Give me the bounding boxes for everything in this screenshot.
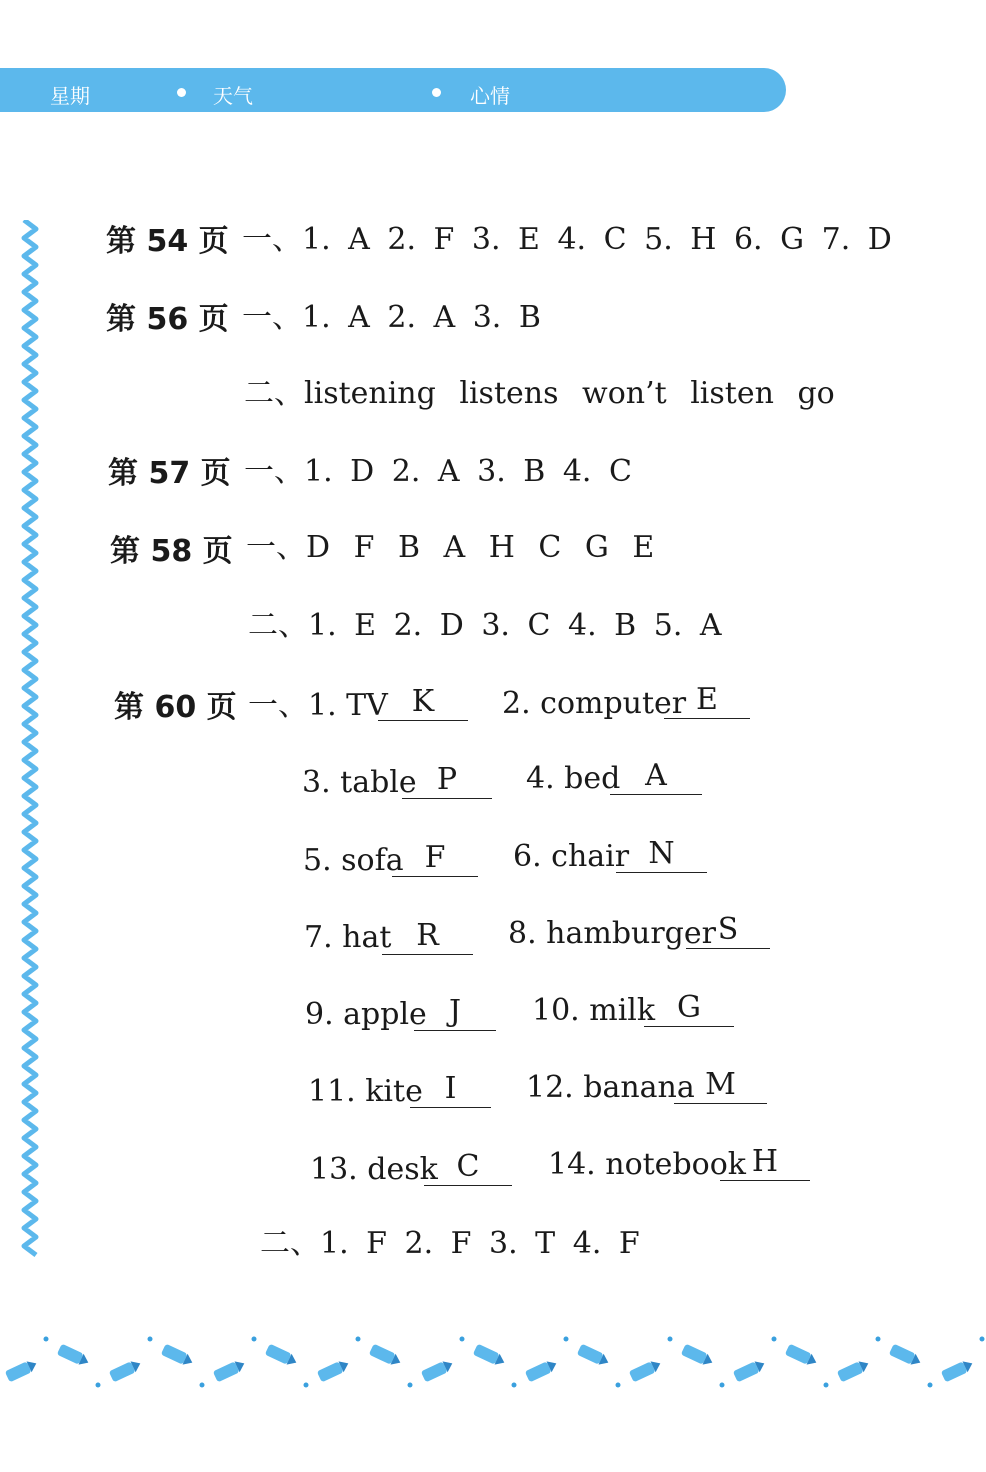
matching-item: 7. hat [304, 920, 392, 955]
matching-item: 3. table [302, 765, 417, 800]
page-54-answers: 一、1. A 2. F 3. E 4. C 5. H 6. G 7. D [242, 222, 892, 257]
separator-dot [177, 88, 186, 97]
weekday-label: 星期 [50, 84, 90, 108]
decorative-pencil-border [0, 1325, 986, 1405]
separator-dot [432, 88, 441, 97]
matching-item: 6. chair [513, 839, 630, 874]
page-56-label: 第 56 页 [106, 302, 229, 337]
matching-item: 一、1. TV [248, 688, 388, 723]
header-bar [0, 68, 786, 112]
page-54-label: 第 54 页 [106, 224, 229, 259]
matching-answer: N [616, 836, 707, 873]
matching-item: 2. computer [502, 686, 687, 721]
decorative-chain-border [14, 220, 46, 1260]
matching-answer: H [720, 1144, 810, 1181]
page-58-label: 第 58 页 [110, 534, 233, 569]
matching-item: 8. hamburger [508, 916, 716, 951]
page-56-part2: 二、listening listens won’t listen go [244, 376, 835, 411]
page-56-answers: 一、1. A 2. A 3. B [242, 300, 541, 335]
page-58-part2: 二、1. E 2. D 3. C 4. B 5. A [248, 608, 722, 643]
matching-item: 10. milk [532, 993, 656, 1028]
matching-answer: C [424, 1149, 512, 1186]
matching-answer: R [382, 918, 473, 955]
page-57-answers: 一、1. D 2. A 3. B 4. C [244, 454, 632, 489]
weather-label: 天气 [213, 84, 253, 108]
page-60-part2: 二、1. F 2. F 3. T 4. F [260, 1226, 640, 1261]
matching-item: 9. apple [305, 997, 427, 1032]
matching-answer: J [414, 994, 496, 1031]
matching-item: 13. desk [310, 1152, 438, 1187]
matching-answer: K [378, 684, 468, 721]
matching-answer: I [410, 1071, 491, 1108]
matching-item: 14. notebook [548, 1147, 746, 1182]
page-58-answers: 一、D F B A H C G E [246, 530, 655, 565]
matching-answer: G [644, 990, 734, 1027]
matching-item: 11. kite [308, 1074, 423, 1109]
matching-answer: F [392, 840, 478, 877]
matching-answer: E [664, 682, 750, 719]
matching-item: 5. sofa [303, 843, 404, 878]
matching-answer: S [686, 912, 770, 949]
mood-label: 心情 [470, 84, 510, 108]
matching-answer: A [610, 758, 702, 795]
matching-item: 4. bed [526, 761, 621, 796]
matching-answer: P [402, 762, 492, 799]
page-60-label: 第 60 页 [114, 690, 237, 725]
matching-answer: M [674, 1067, 767, 1104]
page-57-label: 第 57 页 [108, 456, 231, 491]
matching-item: 12. banana [526, 1070, 695, 1105]
